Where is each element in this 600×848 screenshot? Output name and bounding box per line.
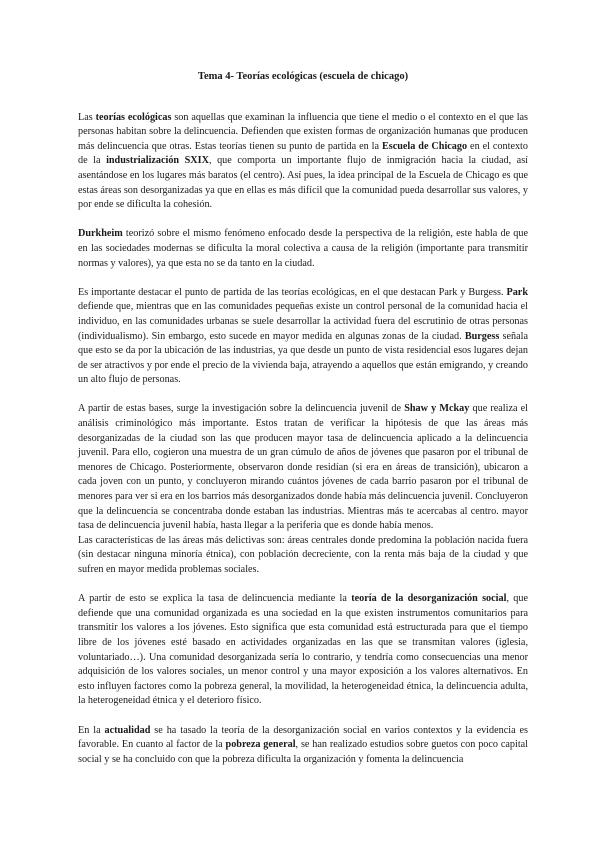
document-title: Tema 4- Teorías ecológicas (escuela de chicago): [197, 71, 409, 82]
paragraph-text: en el contexto de la: [78, 140, 528, 167]
paragraph-text: que realiza el análisis criminológico más importante. Estos tratan de verificar la hipótesis de que las áreas más desorganizadas de la ciudad son las que producen mayor tasa de delincuencia aplicado a la delincuencia juvenil. Para ello, cogieron una muestra de un gran cúmulo de años de jóvenes que pasaron por el tribunal de menores de Chicago. Posteriormente, observaron donde residían (si era en áreas de transición), ubicaron a cada joven con un punto, y concluyeron mirando cuántos jóvenes de cada barrio pasaron por el tribunal de menores para ver si era en los barrios más desorganizados donde había más delincuencia juvenil. Concluyeron que la delincuencia se concentraba donde estaban las industrias. Mientras más te acercabas al centro. mayor tasa de delincuencia juvenil había, hasta llegar a la periferia que es donde había menos.: [78, 403, 529, 532]
bold-term: Burgess: [464, 330, 500, 342]
paragraph-text: En la: [78, 724, 105, 736]
bold-term: Durkheim: [78, 228, 123, 240]
bold-term: pobreza general: [225, 739, 296, 751]
paragraph-text: , se han realizado estudios sobre guetos con poco capital social y se ha concluido con que la pobreza dificulta la organización y fomenta la delincuencia: [78, 739, 529, 765]
paragraph-text: defiende que, mientras que en las comunidades pequeñas existe un control personal de la comunidad hacia el individuo, en las comunidades urbanas se suele desarrollar la actividad fuera del escrutinio de otras personas (individualismo). Sin embargo, esto sucede en mayor medida en algunas zonas de la ciudad.: [78, 301, 528, 342]
paragraph-text: , que defiende que una comunidad organizada es una sociedad en la que existen instrumentos comunitarios para transmitir los valores a los jóvenes. Esto significa que esta comunidad está estructurada para que el tiempo libre de los jóvenes esté basado en actividades organizadas en las que se transmitan valores (iglesia, voluntariado…). Una comunidad desorganizada sería lo contrario, y tendría como consecuencias una menor adquisición de los valores sociales, un menor control y una mayor exposición a los valores alternativos. En esto influyen factores como la pobreza general, la movilidad, la heterogeneidad étnica, la delincuencia adulta, la heterogeneidad étnica y el deterioro físico.: [78, 593, 528, 707]
paragraph: [78, 534, 528, 578]
bold-term: Shaw y Mckay: [404, 403, 470, 415]
paragraph: [78, 592, 528, 709]
paragraph-text: son aquellas que examinan la influencia que tiene el medio o el contexto en el que las personas habitan sobre la delincuencia. Defienden que existen formas de organización humanas que producen más delincuencia que otras. Estas teorías tienen su punto de partida en la: [78, 111, 529, 152]
bold-term: teorías ecológicas: [95, 111, 172, 123]
paragraph: [78, 724, 528, 768]
paragraph-text: Las: [78, 111, 96, 123]
paragraph-text: A partir de estas bases, surge la investigación sobre la delincuencia juvenil de: [78, 403, 405, 415]
paragraph-text: Las características de las áreas más delictivas son: áreas centrales donde predomina la población nacida fuera (sin destacar ninguna minoría étnica), con población decreciente, con la renta más baja de la ciudad y que sufren en mayor medida problemas sociales.: [78, 534, 528, 575]
paragraph-text: , que comporta un importante flujo de inmigración hacia la ciudad, así asentándose en los lugares más baratos (el centro). Así pues, la idea principal de la Escuela de Chicago es que estas áreas son desorganizadas ya que en ellas es más difícil que la comunidad pueda desarrollar sus valores, y por ende se dificulta la cohesión.: [78, 155, 528, 211]
bold-term: actualidad: [104, 724, 151, 736]
paragraph-text: se ha tasado la teoría de la desorganización social en varios contextos y la evidencia es favorable. En cuanto al factor de la: [78, 724, 529, 751]
paragraph: [78, 111, 528, 213]
paragraph: [78, 402, 528, 533]
paragraph-text: Es importante destacar el punto de partida de las teorías ecológicas, en el que destacan Park y Burgess.: [78, 286, 507, 298]
bold-term: Park: [506, 286, 528, 298]
paragraph-text: señala que esto se da por la ubicación de las industrias, ya que desde un punto de vista residencial esos lugares dejan de ser atractivos y por ende el precio de la vivienda baja, atrayendo a aquellos que están emigrando, y creando un alto flujo de personas.: [78, 330, 528, 386]
bold-term: industrialización SXIX: [106, 155, 209, 167]
paragraph-text: A partir de esto se explica la tasa de delincuencia mediante la: [78, 593, 352, 605]
paragraph: [78, 227, 528, 271]
bold-term: Escuela de Chicago: [381, 140, 468, 152]
paragraph-text: teorizó sobre el mismo fenómeno enfocado desde la perspectiva de la religión, este habla de que en las sociedades modernas se dificulta la moral colectiva a causa de la religión (importante para transmitir normas y valores), ya que esta no se da tanto en la ciudad.: [78, 228, 528, 269]
document-body: [78, 111, 528, 768]
bold-term: teoría de la desorganización social: [351, 593, 507, 605]
paragraph: [78, 286, 528, 388]
